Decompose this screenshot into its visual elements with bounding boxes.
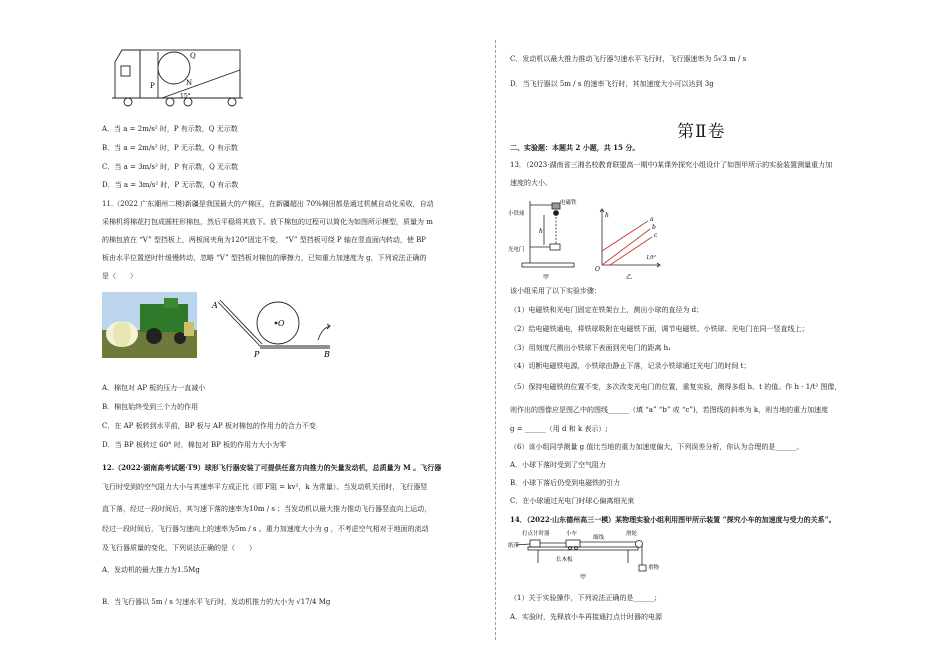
q14-question-1: （1）关于实验操作，下列说法正确的是______; bbox=[510, 594, 657, 602]
label-line-a: a bbox=[650, 216, 654, 223]
section-title: 第Ⅱ卷 bbox=[677, 122, 726, 142]
q10-option-a: A．当 a = 2m/s² 时，P 有示数，Q 无示数 bbox=[102, 125, 238, 133]
q11-option-a: A．棉包对 AP 板的压力一直减小 bbox=[102, 384, 206, 392]
q13-line-1: 13．（2023·湖南省三湘名校教育联盟高一期中)某课外探究小组设计了如图甲所示的实验装置测量重力加 bbox=[510, 161, 833, 169]
q11-option-b: B．棉包始终受到三个力的作用 bbox=[102, 403, 199, 411]
cart-apparatus-figure bbox=[508, 527, 668, 587]
label-p: P bbox=[150, 82, 155, 90]
label-line-b: b bbox=[652, 224, 656, 231]
label-jia: 甲 bbox=[543, 274, 550, 281]
q13-step-4: （4）切断电磁铁电源，小铁球由静止下落，记录小铁球通过光电门的时间 t； bbox=[510, 362, 751, 370]
q13-step-1: （1）电磁铁和光电门固定在铁架台上，测出小球的直径为 d； bbox=[510, 306, 704, 314]
label-timer: 打点计时器 bbox=[522, 531, 550, 537]
q11-line-3: 的棉包放在 “V” 型挡板上，两板间夹角为120°固定不变， “V” 型挡板可绕 P 轴在竖直面内转动，使 BP bbox=[102, 236, 426, 244]
q12-line-3: 直下落，经过一段时间后，其匀速下落的速率为10m / s ；当发动机以最大推力推动飞行器竖直向上运动， bbox=[102, 505, 432, 513]
label-n: N bbox=[186, 79, 193, 87]
q12-line-4: 经过一段时间后，飞行器匀速向上的速率为5m / s 。重力加速度大小为 g ，不考虑空气相对于地面的流动 bbox=[102, 525, 429, 533]
label-electromagnet: 电磁铁 bbox=[560, 200, 577, 206]
label-o: O bbox=[278, 319, 285, 328]
column-divider bbox=[495, 40, 496, 640]
q13-step-6: （6）该小组同学测量 g 值比当地的重力加速度偏大，下列误差分析，你认为合理的是______。 bbox=[510, 443, 804, 451]
q14-line-1: 14．（2022·山东德州高三一模）某物理实验小组利用图甲所示装置 “探究小车的加速度与受力的关系”。 bbox=[510, 515, 836, 524]
q10-option-c: C．当 a = 3m/s² 时，P 有示数，Q 无示数 bbox=[102, 163, 239, 171]
q12-option-a: A．发动机的最大推力为1.5Mg bbox=[102, 566, 200, 574]
q11-option-c: C．在 AP 板转到水平前，BP 板与 AP 板对棉包的作用力的合力不变 bbox=[102, 422, 316, 430]
label-tape: 纸带 bbox=[508, 543, 520, 549]
q12-option-c: C．发动机以最大推力推动飞行器匀速水平飞行时，飞行器速率为 5√3 m / s bbox=[510, 55, 747, 63]
axis-h: h bbox=[605, 212, 609, 219]
label-a: A bbox=[212, 301, 218, 310]
label-q: Q bbox=[190, 52, 196, 60]
q13-step-5: （5）保持电磁铁的位置不变，多次改变光电门的位置，重复实验，测得多组 h、t 的值。作 h - 1/t² 图像， bbox=[510, 383, 842, 391]
q13-step-intro: 该小组采用了以下实验步骤： bbox=[510, 287, 601, 295]
q11-line-4: 板由水平位置逆时针缓慢转动，忽略 “V” 型挡板对棉包的摩擦力，已知重力加速度为 g，下列说法正确的 bbox=[102, 254, 427, 262]
q12-line-5: 及飞行器质量的变化，下列说法正确的是（ ） bbox=[102, 544, 256, 552]
q11-option-d: D．当 BP 板转过 60° 时，棉包对 BP 板的作用力大小为零 bbox=[102, 441, 287, 449]
label-yi: 乙 bbox=[626, 274, 633, 281]
label-line-c: c bbox=[654, 232, 658, 239]
q13-line-2: 速度的大小。 bbox=[510, 179, 552, 187]
q11-line-5: 是（ ） bbox=[102, 272, 137, 280]
q12-line-2: 飞行时受到的空气阻力大小与其速率平方成正比（即 F阻 = kv²，k 为常量）。当发动机关闭时，飞行器竖 bbox=[102, 483, 428, 491]
label-thread: 细线 bbox=[593, 535, 605, 541]
axis-inv-t2: 1/t² bbox=[646, 255, 656, 261]
q13-option-c: C．在小球通过光电门时球心偏离细光束 bbox=[510, 497, 635, 505]
v-board-diagram bbox=[210, 290, 340, 360]
q12-line-1: 12.（2022·湖南高考试题·T9）球形飞行器安装了可提供任意方向推力的矢量发动机，总质量为 M 。飞行器 bbox=[102, 463, 442, 472]
q13-step-5c: g = ______（用 d 和 k 表示）; bbox=[510, 425, 608, 433]
apparatus-figure bbox=[508, 193, 583, 283]
truck-figure bbox=[110, 40, 245, 112]
q11-line-1: 11.（2022 广东潮州二模)新疆是我国最大的产棉区，在新疆超出 70%棉田都是通过机械自动化采收，自动 bbox=[102, 200, 434, 208]
label-p2: P bbox=[254, 350, 260, 359]
q13-step-2: （2）给电磁铁通电，将铁球吸附在电磁铁下面，调节电磁铁、小铁球、光电门在同一竖直线上； bbox=[510, 325, 809, 333]
q13-option-b: B．小球下落后仍受到电磁铁的引力 bbox=[510, 479, 621, 487]
label-photogate: 光电门 bbox=[508, 247, 525, 253]
q13-step-5b: 则作出的图像应是图乙中的图线______（填 “a” “b” 或 “c”)，若图线的斜率为 k，则当地的重力加速度 bbox=[510, 406, 829, 414]
q12-option-d: D．当飞行器以 5m / s 的速率飞行时，其加速度大小可以达到 3g bbox=[510, 80, 714, 88]
label-jia2: 甲 bbox=[580, 574, 587, 581]
origin: O bbox=[595, 266, 600, 273]
q13-option-a: A．小球下落时受到了空气阻力 bbox=[510, 461, 607, 469]
cotton-harvester-photo bbox=[102, 292, 197, 358]
label-weight: 重物 bbox=[648, 565, 660, 571]
h-vs-inverse-t2-graph bbox=[592, 205, 664, 283]
q14-option-a: A．实验时，先释放小车再接通打点计时器的电源 bbox=[510, 613, 663, 621]
q12-option-b: B．当飞行器以 5m / s 匀速水平飞行时，发动机推力的大小为 √17/4 Mg bbox=[102, 598, 331, 606]
label-pulley: 滑轮 bbox=[626, 531, 638, 537]
label-ball: 小铁球 bbox=[508, 211, 525, 217]
label-cart: 小车 bbox=[566, 531, 578, 537]
label-h: h bbox=[539, 228, 543, 235]
q13-step-3: （3）用刻度尺测出小铁球下表面到光电门的距离 h₁ bbox=[510, 344, 671, 352]
label-board: 长木板 bbox=[556, 557, 573, 563]
label-b: B bbox=[324, 350, 330, 359]
q10-option-b: B．当 a = 2m/s² 时，P 无示数，Q 有示数 bbox=[102, 144, 238, 152]
q11-line-2: 采棉机将棉花打包成圆柱形棉包，然后平稳将其放下。放下棉包的过程可以简化为如图所示模型，质量为 m bbox=[102, 218, 433, 226]
label-angle: 15° bbox=[180, 93, 191, 100]
section-subtitle: 二、实验题：本题共 2 小题，共 15 分。 bbox=[510, 143, 640, 152]
q10-option-d: D．当 a = 3m/s² 时，P 无示数，Q 有示数 bbox=[102, 181, 239, 189]
line-b bbox=[602, 229, 650, 265]
